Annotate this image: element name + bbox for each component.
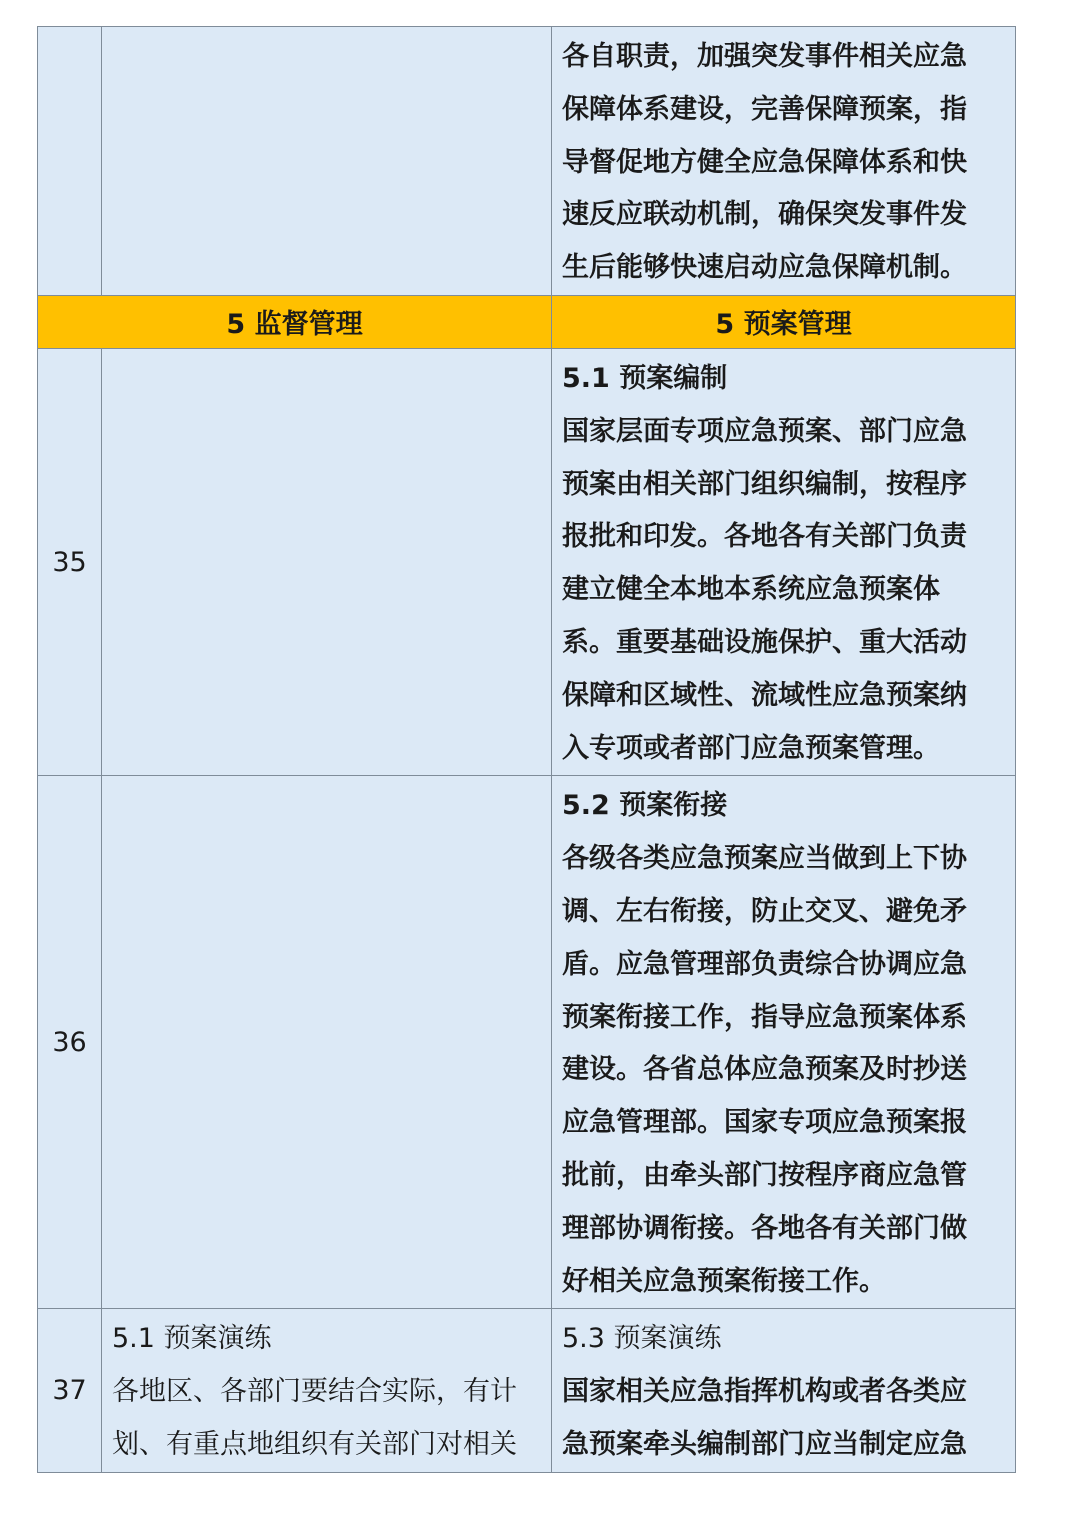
text-line: 划、有重点地组织有关部门对相关 [112,1428,517,1460]
new-text-cell [552,27,1016,296]
text-line: 盾。应急管理部负责综合协调应急 [562,948,967,980]
text-line: 系。重要基础设施保护、重大活动 [562,626,967,658]
text-line: 入专项或者部门应急预案管理。 [562,732,940,764]
text-line: 导督促地方健全应急保障体系和快 [562,146,967,178]
text-line: 保障和区域性、流域性应急预案纳 [562,679,967,711]
old-text-cell [102,1309,552,1472]
text-line: 保障体系建设，完善保障预案，指 [562,93,967,125]
row-number [38,27,102,296]
table-row [38,776,1016,1309]
old-text-cell [102,776,552,1309]
text-line: 报批和印发。各地各有关部门负责 [562,521,967,553]
text-line: 理部协调衔接。各地各有关部门做 [562,1212,967,1244]
clause-heading: 5.1 预案演练 [112,1323,272,1355]
text-line: 调、左右衔接，防止交叉、避免矛 [562,895,967,927]
section-header-row [38,295,1016,348]
text-line: 速反应联动机制，确保突发事件发 [562,199,967,231]
text-line: 生后能够快速启动应急保障机制。 [562,252,967,284]
text-line: 预案由相关部门组织编制，按程序 [562,468,967,500]
table-row [38,1309,1016,1472]
old-text-cell [102,348,552,775]
old-text-cell [102,27,552,296]
clause-heading: 5.2 预案衔接 [562,790,728,822]
text-line: 各级各类应急预案应当做到上下协 [562,843,967,875]
text-line: 预案衔接工作，指导应急预案体系 [562,1001,967,1033]
text-line: 国家相关应急指挥机构或者各类应 [562,1376,967,1408]
text-line: 建设。各省总体应急预案及时抄送 [562,1054,967,1086]
clause-heading: 5.1 预案编制 [562,362,728,394]
row-number: 35 [38,348,102,775]
comparison-table [37,26,1016,1473]
text-line: 各地区、各部门要结合实际，有计 [112,1376,517,1408]
new-text-cell [552,348,1016,775]
section-heading-new: 5 预案管理 [552,295,1016,348]
section-heading-old: 5 监督管理 [38,295,552,348]
text-line: 建立健全本地本系统应急预案体 [562,574,940,606]
new-text-cell [552,1309,1016,1472]
text-line: 批前，由牵头部门按程序商应急管 [562,1159,967,1191]
text-line: 急预案牵头编制部门应当制定应急 [562,1428,967,1460]
text-line: 各自职责，加强突发事件相关应急 [562,41,967,72]
clause-heading: 5.3 预案演练 [562,1323,722,1355]
text-line: 应急管理部。国家专项应急预案报 [562,1107,967,1139]
table-row [38,27,1016,296]
row-number: 37 [38,1309,102,1472]
text-line: 国家层面专项应急预案、部门应急 [562,415,967,447]
row-number: 36 [38,776,102,1309]
new-text-cell [552,776,1016,1309]
table-row [38,348,1016,775]
text-line: 好相关应急预案衔接工作。 [562,1265,886,1297]
